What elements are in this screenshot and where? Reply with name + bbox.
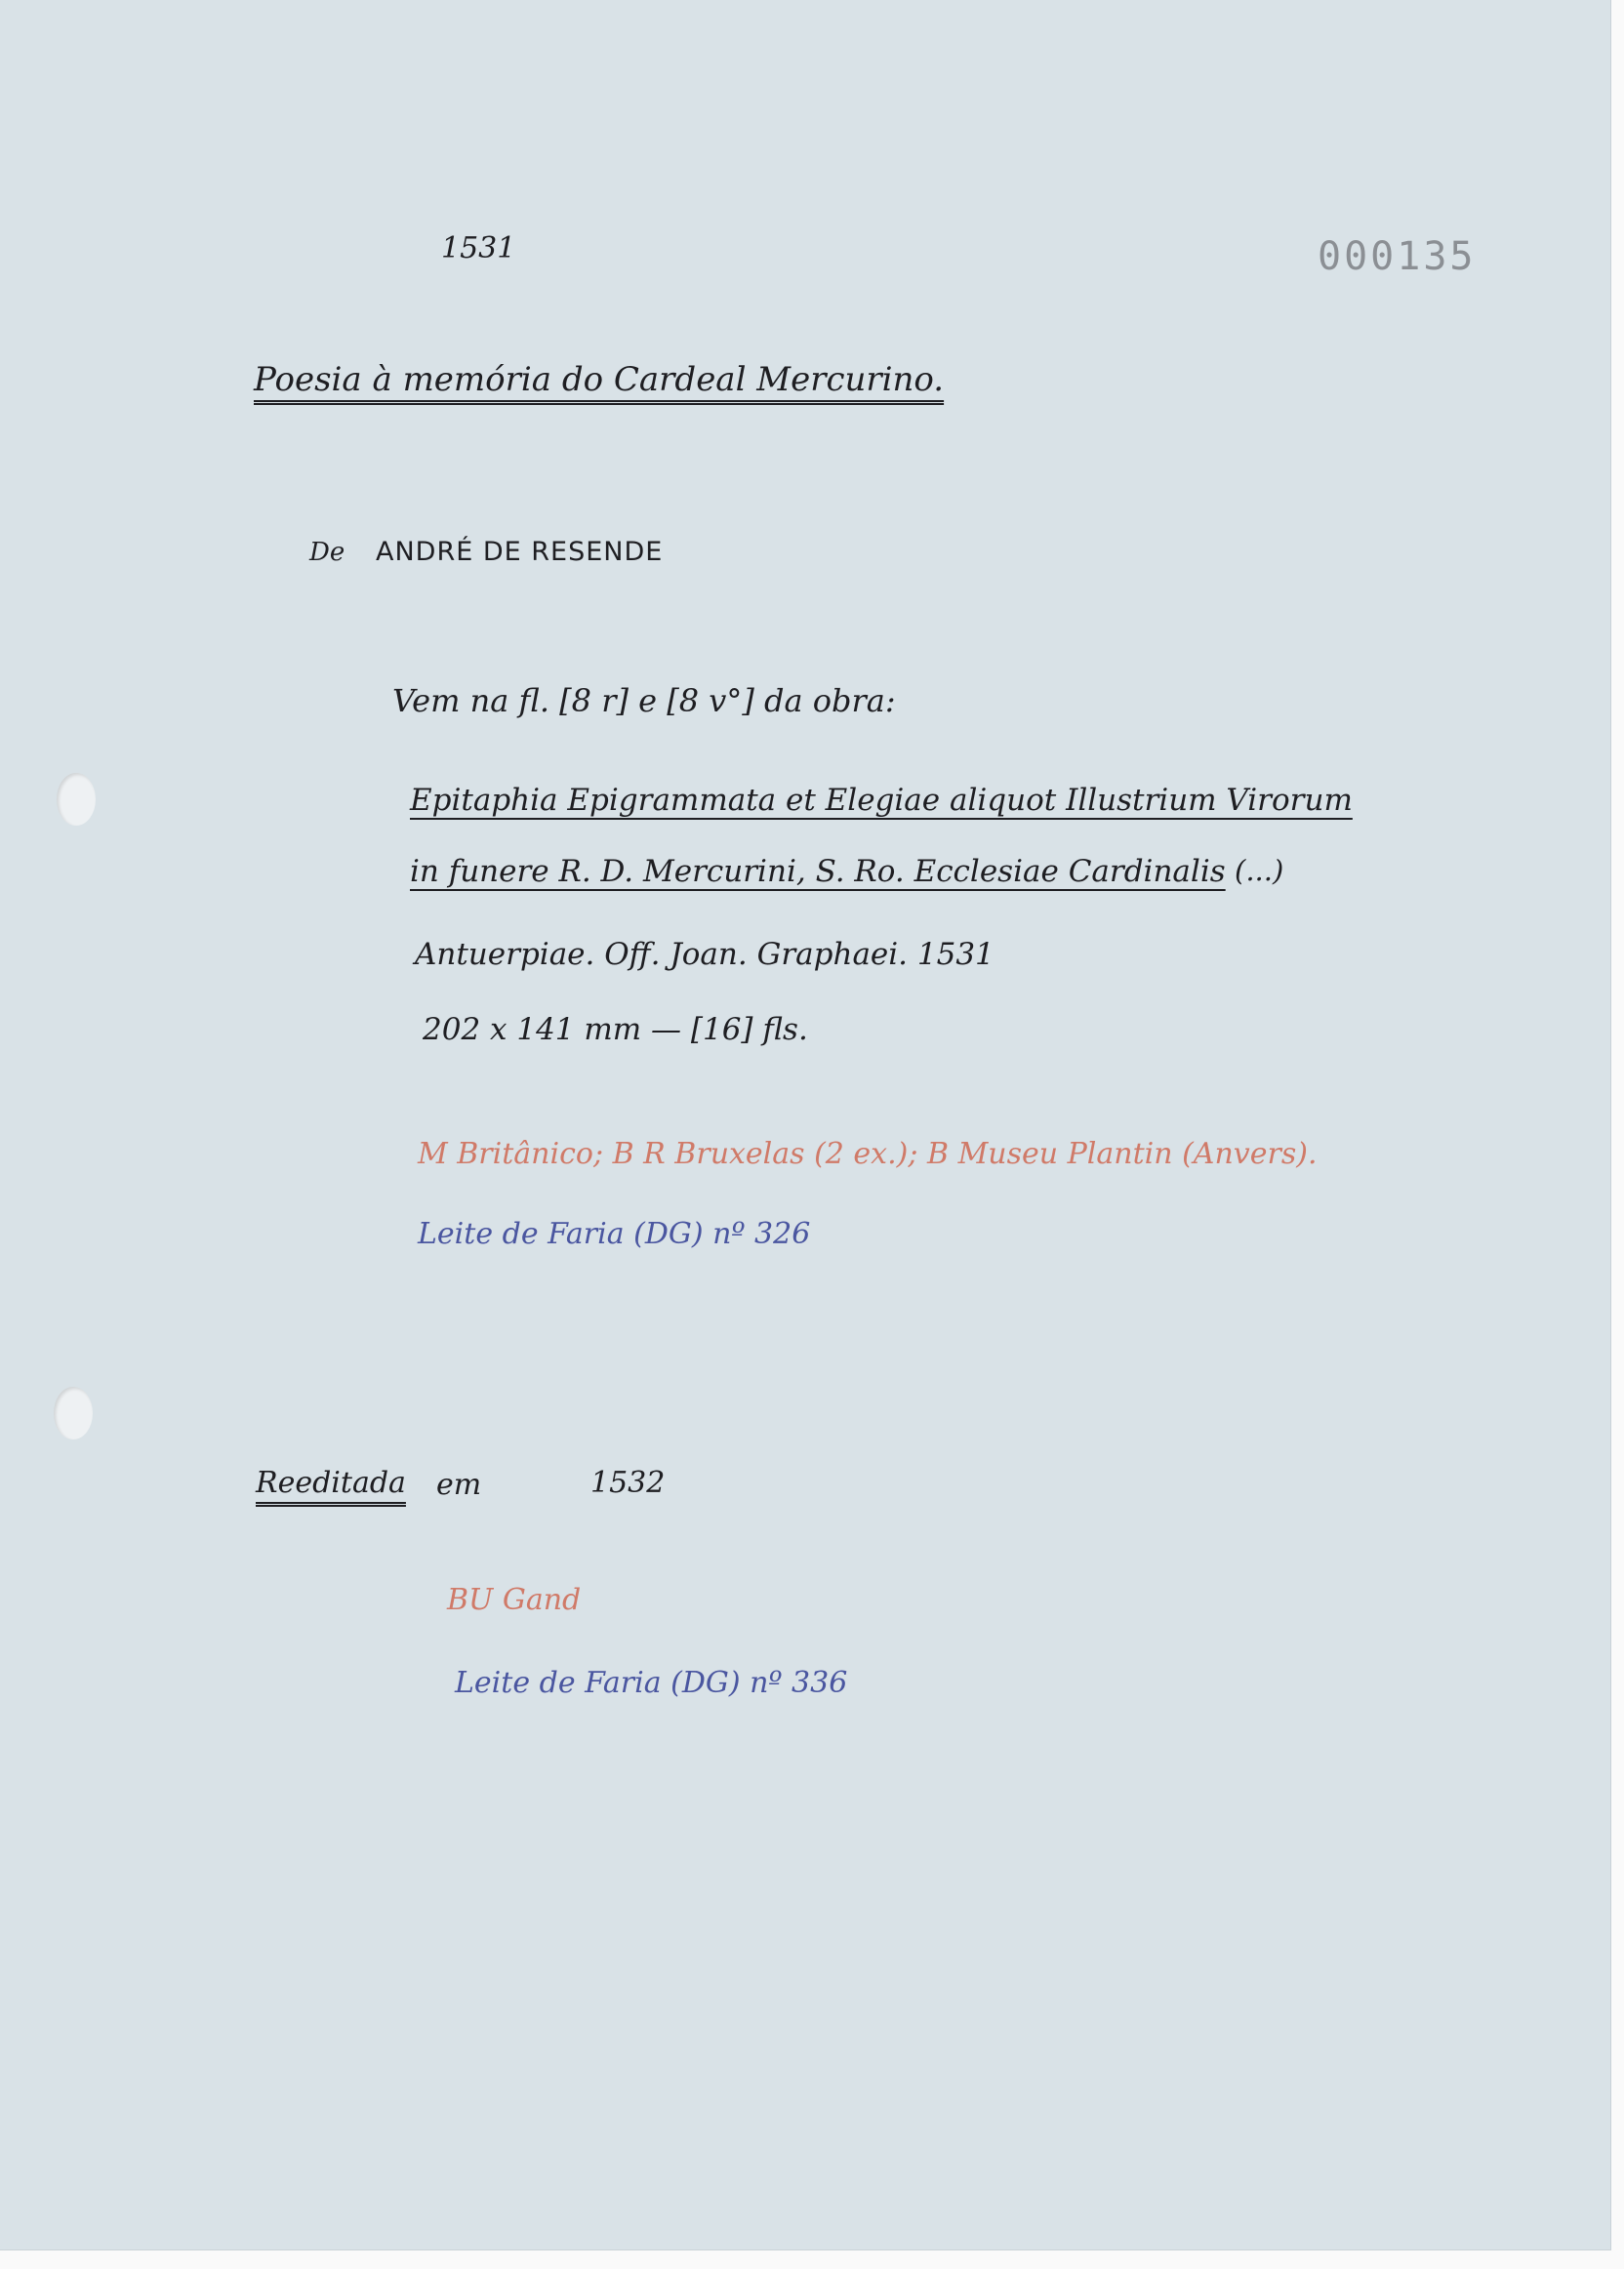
work-title-ellipsis: (...) bbox=[1235, 854, 1284, 887]
reedition-reference: Leite de Faria (DG) nº 336 bbox=[455, 1666, 848, 1700]
reedition-year: 1532 bbox=[590, 1466, 666, 1500]
page-title: Poesia à memória do Cardeal Mercurino. bbox=[254, 360, 945, 399]
source-line: Vem na fl. [8 r] e [8 v°] da obra: bbox=[392, 682, 896, 719]
work-title-line-2: in funere R. D. Mercurini, S. Ro. Ecclesiae Cardinalis bbox=[410, 854, 1226, 889]
punch-hole-top bbox=[57, 773, 96, 826]
reedition-label: Reeditada bbox=[256, 1466, 406, 1500]
author-name: ANDRÉ DE RESENDE bbox=[376, 537, 664, 567]
record-number-stamp: 000135 bbox=[1318, 234, 1477, 279]
reedition-connector: em bbox=[436, 1468, 482, 1502]
reedition-holdings: BU Gand bbox=[447, 1583, 582, 1617]
punch-hole-bottom bbox=[54, 1387, 93, 1439]
holdings-list: M Britânico; B R Bruxelas (2 ex.); B Museu Plantin (Anvers). bbox=[418, 1137, 1318, 1171]
author-prefix: De bbox=[309, 538, 345, 567]
work-title-line-1: Epitaphia Epigrammata et Elegiae aliquot Illustrium Virorum bbox=[410, 783, 1353, 818]
reference-citation: Leite de Faria (DG) nº 326 bbox=[418, 1217, 811, 1251]
year-header: 1531 bbox=[441, 231, 516, 265]
imprint: Antuerpiae. Off. Joan. Graphaei. 1531 bbox=[415, 937, 995, 972]
physical-description: 202 x 141 mm — [16] fls. bbox=[423, 1012, 808, 1047]
